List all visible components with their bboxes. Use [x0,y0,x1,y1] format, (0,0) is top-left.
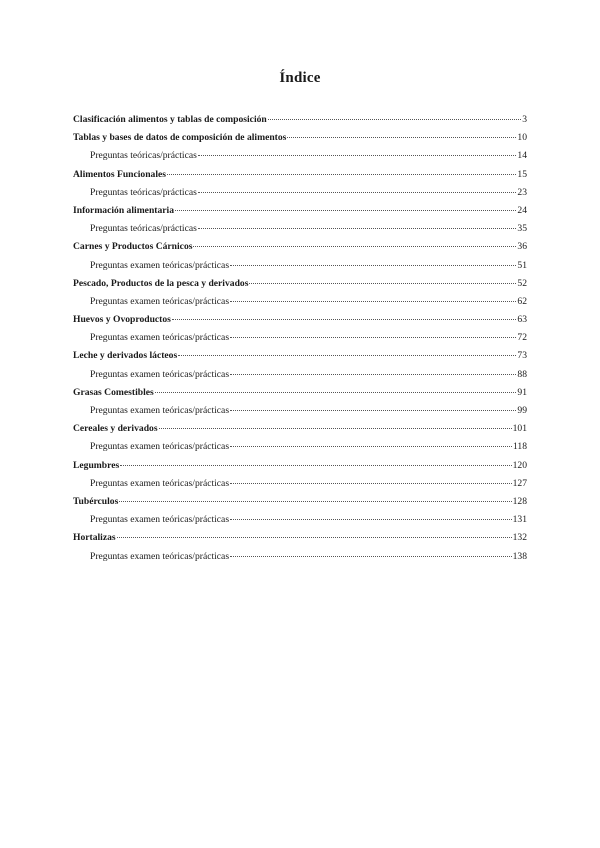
toc-entry-title: Legumbres [73,459,120,471]
toc-subentry[interactable] [73,150,527,168]
toc-chapter-entry[interactable] [73,132,527,150]
toc-chapter-entry[interactable] [73,114,527,132]
toc-entry-title: Grasas Comestibles [73,386,154,398]
toc-entry-title: Preguntas examen teóricas/prácticas [90,368,230,380]
toc-subentry[interactable] [73,187,527,205]
dot-leader [120,465,511,466]
dot-leader [175,210,516,211]
toc-entry-title: Leche y derivados lácteos [73,350,178,362]
toc-page-number: 91 [517,386,527,398]
dot-leader [193,246,516,247]
dot-leader [249,283,516,284]
dot-leader [198,192,517,193]
toc-entry-title: Preguntas examen teóricas/prácticas [90,405,230,416]
toc-subentry[interactable] [73,405,527,423]
page-title: Índice [279,70,321,86]
toc-entry-title: Información alimentaria [73,204,174,216]
dot-leader [287,137,516,138]
dot-leader [119,501,511,502]
toc-entry-title: Huevos y Ovoproductos [73,314,171,326]
toc-entry-title: Tablas y bases de datos de composición de alimentos [73,132,287,144]
toc-chapter-entry[interactable] [73,387,527,405]
toc-page-number: 36 [517,241,527,253]
toc-entry-title: Carnes y Productos Cárnicos [73,241,193,253]
toc-entry-title: Clasificación alimentos y tablas de composición [73,114,267,125]
toc-entry-title: Preguntas examen teóricas/prácticas [90,477,230,489]
table-of-contents [73,114,527,569]
toc-page-number: 52 [517,277,527,289]
toc-subentry[interactable] [73,296,527,314]
toc-entry-title: Preguntas examen teóricas/prácticas [90,550,230,562]
toc-page-number: 73 [517,350,527,362]
toc-chapter-entry[interactable] [73,532,527,550]
dot-leader [230,265,516,266]
toc-page-number: 51 [517,259,527,271]
dot-leader [230,301,516,302]
toc-page-number: 63 [517,314,527,326]
toc-subentry[interactable] [73,514,527,532]
toc-chapter-entry[interactable] [73,169,527,187]
dot-leader [230,556,512,557]
toc-page-number: 3 [522,114,527,125]
toc-entry-title: Hortalizas [73,532,116,544]
toc-subentry[interactable] [73,260,527,278]
toc-page-number: 131 [512,514,527,526]
toc-page-number: 128 [512,495,527,507]
toc-page-number: 35 [517,223,527,235]
dot-leader [230,446,512,447]
toc-chapter-entry[interactable] [73,314,527,332]
toc-chapter-entry[interactable] [73,496,527,514]
toc-chapter-entry[interactable] [73,460,527,478]
dot-leader [230,374,516,375]
dot-leader [159,428,512,429]
toc-page-number: 14 [517,150,527,162]
dot-leader [230,483,512,484]
dot-leader [155,392,517,393]
toc-entry-title: Preguntas examen teóricas/prácticas [90,441,230,453]
toc-page-number: 10 [517,132,527,144]
dot-leader [198,228,517,229]
toc-page-number: 62 [517,295,527,307]
toc-entry-title: Preguntas examen teóricas/prácticas [90,259,230,271]
toc-entry-title: Cereales y derivados [73,423,158,435]
dot-leader [230,337,516,338]
toc-page-number: 24 [517,204,527,216]
toc-subentry[interactable] [73,332,527,350]
dot-leader [178,355,516,356]
toc-entry-title: Tubérculos [73,495,119,507]
toc-page-number: 120 [512,459,527,471]
toc-subentry[interactable] [73,369,527,387]
dot-leader [172,319,517,320]
toc-subentry[interactable] [73,223,527,241]
toc-page-number: 15 [517,168,527,180]
toc-page-number: 101 [512,423,527,435]
dot-leader [268,119,521,120]
toc-entry-title: Pescado, Productos de la pesca y derivados [73,277,249,289]
toc-chapter-entry[interactable] [73,278,527,296]
toc-page-number: 88 [517,368,527,380]
toc-entry-title: Preguntas examen teóricas/prácticas [90,332,230,344]
dot-leader [230,519,512,520]
toc-entry-title: Alimentos Funcionales [73,168,167,180]
toc-page-number: 138 [512,550,527,562]
dot-leader [230,410,516,411]
toc-chapter-entry[interactable] [73,423,527,441]
toc-entry-title: Preguntas examen teóricas/prácticas [90,295,230,307]
toc-page-number: 23 [517,186,527,198]
toc-chapter-entry[interactable] [73,241,527,259]
toc-chapter-entry[interactable] [73,205,527,223]
toc-entry-title: Preguntas teóricas/prácticas [90,223,197,235]
toc-chapter-entry[interactable] [73,350,527,368]
toc-page-number: 99 [517,405,527,416]
toc-entry-title: Preguntas teóricas/prácticas [90,186,197,198]
toc-subentry[interactable] [73,478,527,496]
dot-leader [198,155,517,156]
toc-page-number: 118 [512,441,527,453]
toc-entry-title: Preguntas examen teóricas/prácticas [90,514,230,526]
toc-entry-title: Preguntas teóricas/prácticas [90,150,197,162]
toc-page-number: 72 [517,332,527,344]
dot-leader [167,174,516,175]
toc-page-number: 127 [512,477,527,489]
dot-leader [117,537,512,538]
toc-subentry[interactable] [73,441,527,459]
toc-page-number: 132 [512,532,527,544]
toc-subentry[interactable] [73,551,527,569]
